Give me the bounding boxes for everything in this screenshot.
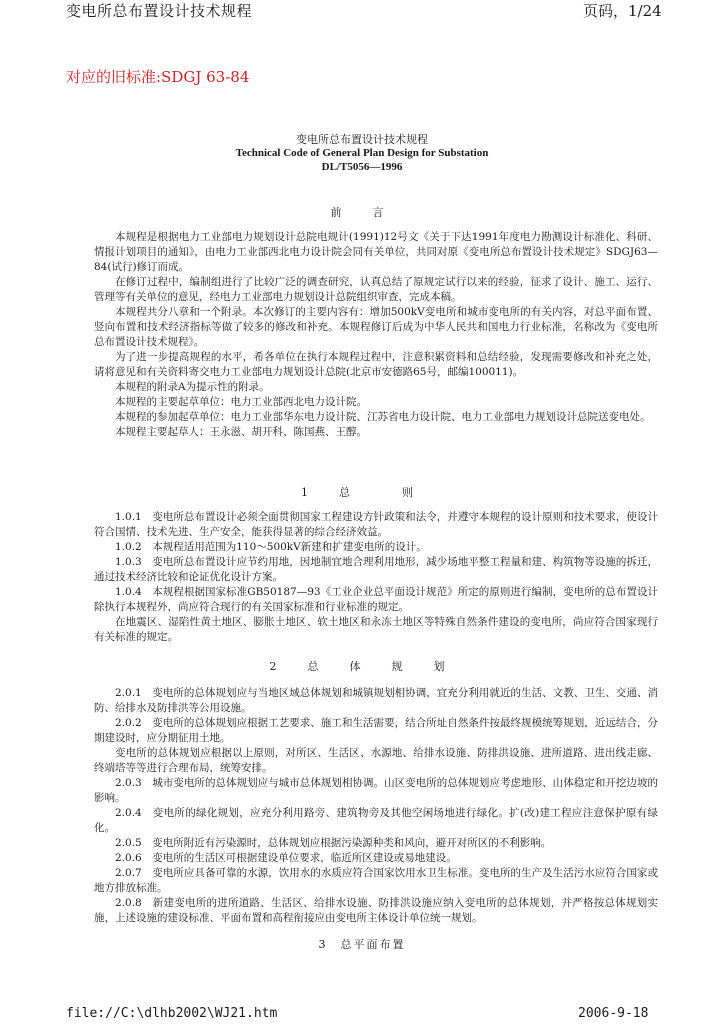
clause: 1.0.4 本规程根据国家标准GB50187—93《工业企业总平面设计规范》所定的原则进行编制，变电所的总布置设计除执行本规程外，尚应符合现行的有关国家标准和行业标准的规定。 [94,586,658,613]
clause: 2.0.8 新建变电所的进所道路、生活区、给排水设施、防排洪设施应纳入变电所的总体规划，并严格按总体规划实施，上述设施的建设标准、平面布置和高程衔接应由变电所主体设计单位统一规划。 [94,897,658,924]
old-standard-link[interactable]: 对应的旧标准:SDGJ 63-84 [66,68,250,86]
doc-title-en: Technical Code of General Plan Design for Substation [235,147,489,159]
paragraph: 在修订过程中，编制组进行了比较广泛的调查研究，认真总结了原规定试行以来的经验，征求了设计、施工、运行、管理等有关单位的意见，经电力工业部电力规划设计总院组织审查，完成本稿。 [94,276,658,303]
header-title: 变电所总布置设计技术规程 [66,2,253,20]
clause: 2.0.5 变电所附近有污染源时，总体规划应根据污染源种类和风向，避开对所区的不利影响。 [115,837,552,849]
chapter1-heading: 1 总 则 [301,486,423,499]
preface-body [94,230,658,440]
paragraph: 本规程的参加起草单位：电力工业部华东电力设计院、江苏省电力设计院、电力工业部电力规划设计总院送变电处。 [115,411,651,423]
clause: 2.0.2 变电所的总体规划应根据工艺要求、施工和生活需要，结合所址自然条件按最终规模统筹规划，近远结合，分期建设时，应分期征用土地。 [94,717,658,744]
chapter1-body [94,510,658,645]
doc-title-zh: 变电所总布置设计技术规程 [296,133,428,146]
clause: 2.0.3 城市变电所的总体规划应与城市总体规划相协调。山区变电所的总体规划应考虑地形、山体稳定和开挖边坡的影响。 [94,777,658,804]
paragraph: 本规程是根据电力工业部电力规划设计总院电规计(1991)12号文《关于下达1991年度电力勘测设计标准化、科研、情报计划项目的通知》，由电力工业部西北电力设计院会同有关单位，共同对原《变电所总布置设计技术规定》SDGJ63—84(试行)修订而成。 [94,231,658,273]
clause: 1.0.1 变电所总布置设计必须全面贯彻国家工程建设方针政策和法令，并遵守本规程的设计原则和技术要求，使设计符合国情、技术先进、生产安全，能获得显著的综合经济效益。 [94,511,658,538]
paragraph: 为了进一步提高规程的水平，希各单位在执行本规程过程中，注意积累资料和总结经验，发现需要修改和补充之处，请将意见和有关资料寄交电力工业部电力规划设计总院(北京市安德路65号，邮编100011)。 [94,351,658,378]
chapter2-body [94,686,658,926]
paragraph: 本规程的附录A为提示性的附录。 [115,381,270,393]
clause: 变电所的总体规划应根据以上原则，对所区、生活区、水源地、给排水设施、防排洪设施、进所道路、进出线走廊、终端塔等等进行合理布局，统筹安排。 [94,747,658,774]
paragraph: 本规程的主要起草单位：电力工业部西北电力设计院。 [115,396,367,408]
clause: 2.0.1 变电所的总体规划应与当地区域总体规划和城镇规划相协调，宜充分利用就近的生活、文教、卫生、交通、消防、给排水及防排洪等公用设施。 [94,687,658,714]
clause: 2.0.6 变电所的生活区可根据建设单位要求，临近所区建设或易地建设。 [115,852,457,864]
paragraph: 本规程共分八章和一个附录。本次修订的主要内容有：增加500kV变电所和城市变电所的有关内容，对总平面布置、竖向布置和技术经济指标等做了较多的修改和补充。本规程修订后成为中华人民共和国电力行业标准，名称改为《变电所总布置设计技术规程》。 [94,306,658,348]
preface-heading: 前 言 [330,206,394,219]
paragraph: 本规程主要起草人：王永滋、胡开科、陈国燕、王醇。 [115,426,367,438]
clause: 2.0.4 变电所的绿化规划，应充分利用路旁、建筑物旁及其他空闲场地进行绿化。扩(改)建工程应注意保护原有绿化。 [94,807,658,834]
clause: 在地震区、湿陷性黄土地区、膨胀土地区、软土地区和永冻土地区等特殊自然条件建设的变电所，尚应符合国家现行有关标准的规定。 [94,616,658,643]
clause: 1.0.2 本规程适用范围为110～500kV新建和扩建变电所的设计。 [115,541,427,553]
clause: 1.0.3 变电所总布置设计应节约用地，因地制宜地合理利用地形，减少场地平整工程量和建、构筑物等设施的拆迁，通过技术经济比较和论证优化设计方案。 [94,556,658,583]
chapter2-heading: 2 总 体 规 划 [269,660,455,673]
chapter3-heading: 3 总平面布置 [318,938,406,951]
doc-code: DL/T5056—1996 [321,161,403,173]
file-path: file://C:\dlhb2002\WJ21.htm [66,1006,278,1021]
clause: 2.0.7 变电所应具备可靠的水源，饮用水的水质应符合国家饮用水卫生标准。变电所的生产及生活污水应符合国家或地方排放标准。 [94,867,658,894]
page-number: 页码，1/24 [583,2,662,20]
print-date: 2006-9-18 [578,1006,649,1021]
